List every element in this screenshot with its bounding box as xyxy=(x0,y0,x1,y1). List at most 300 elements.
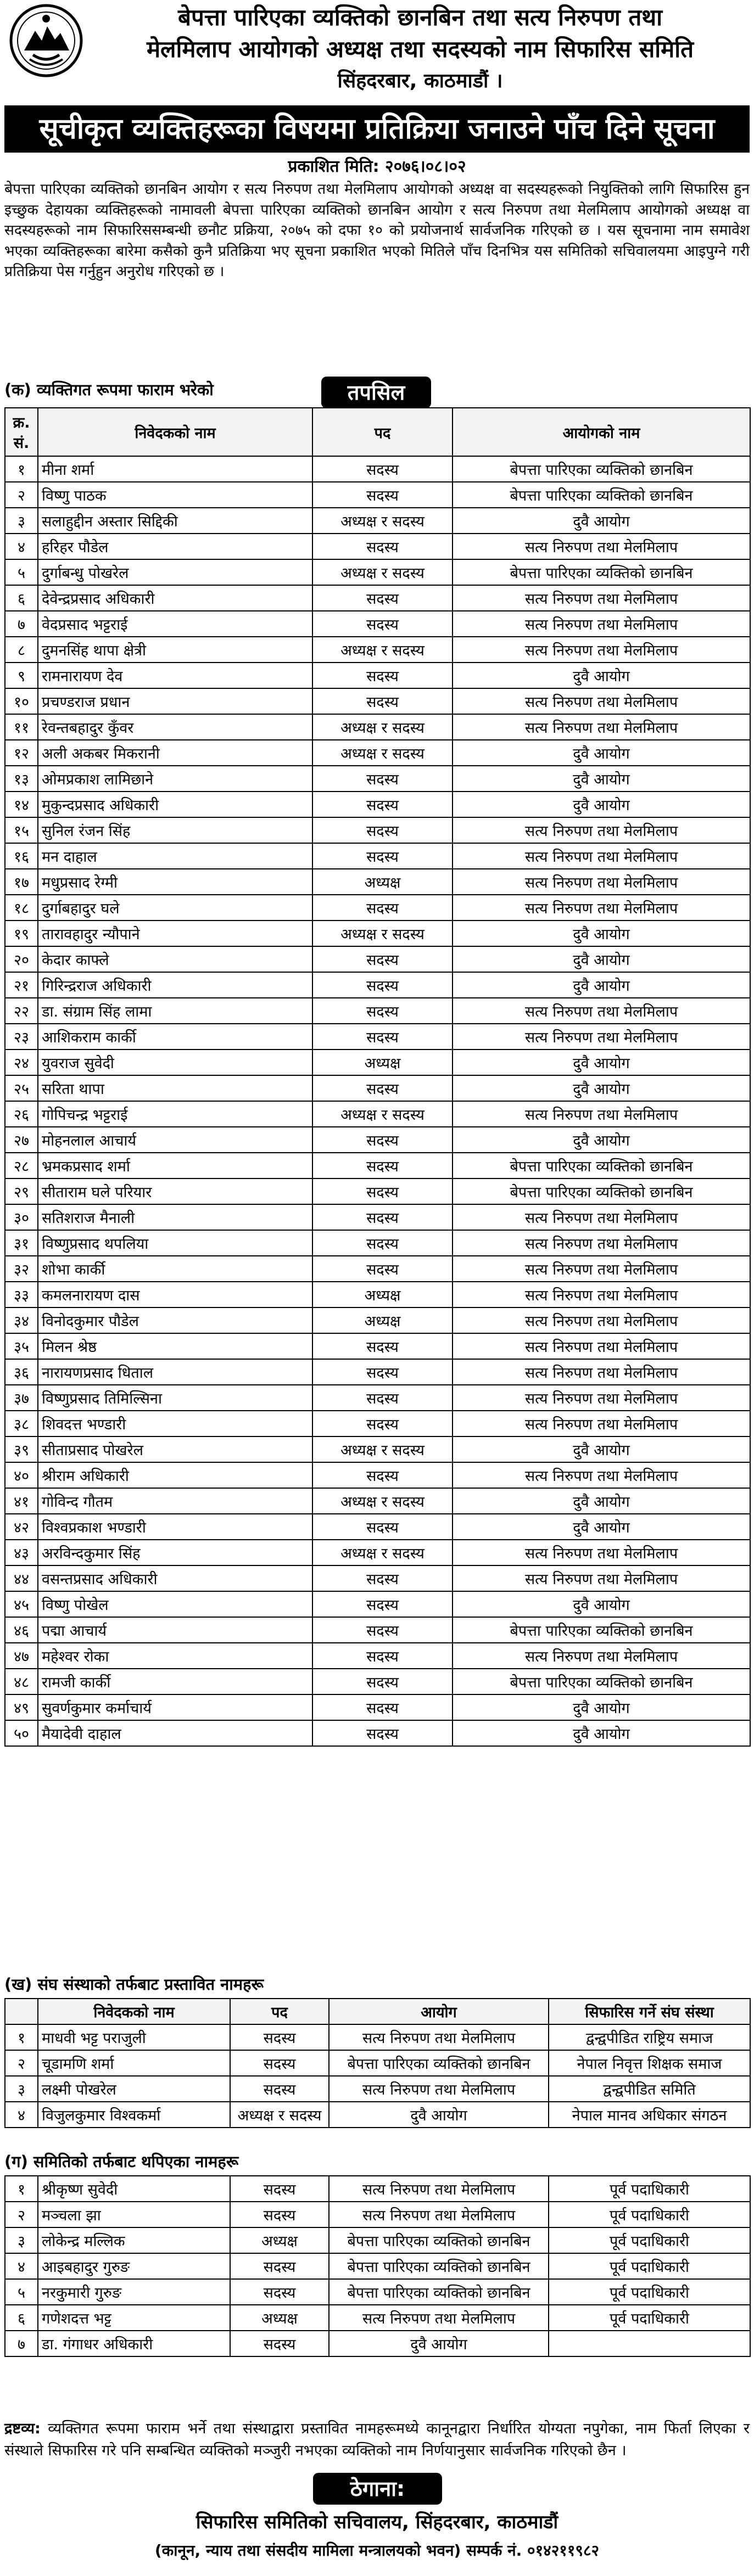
table-cell: सत्य निरुपण तथा मेलमिलाप xyxy=(453,869,750,895)
table-cell: गोपिचन्द्र भट्टराई xyxy=(38,1101,312,1127)
table-row xyxy=(5,1307,750,1333)
table-cell: मीना शर्मा xyxy=(38,456,312,482)
table-cell: ३९ xyxy=(5,1436,38,1462)
note-paragraph xyxy=(4,2418,750,2462)
table-cell: ६ xyxy=(5,2305,38,2331)
table-cell: ४६ xyxy=(5,1617,38,1643)
table-cell: बेपत्ता पारिएका व्यक्तिको छानबिन xyxy=(329,2253,549,2279)
table-cell: ४८ xyxy=(5,1669,38,1694)
table-cell: सदस्य xyxy=(312,1591,453,1617)
table-cell: हरिहर पौडेल xyxy=(38,534,312,559)
table-row xyxy=(5,946,750,972)
address-line-1: सिफारिस समितिको सचिवालय, सिंहदरबार, काठमाडौं xyxy=(196,2511,558,2533)
applicants-table xyxy=(4,407,751,1747)
table-cell: ३८ xyxy=(5,1411,38,1436)
table-cell: सदस्य xyxy=(312,663,453,688)
table-cell xyxy=(549,2331,750,2356)
table-cell: ४ xyxy=(5,534,38,559)
column-header: निवेदकको नाम xyxy=(38,408,312,456)
table-cell: सदस्य xyxy=(312,792,453,817)
table-cell: दुवै आयोग xyxy=(453,508,750,534)
table-cell: नेपाल निवृत्त शिक्षक समाज xyxy=(549,2050,750,2076)
table-cell: सदस्य xyxy=(230,2331,329,2356)
table-cell: सदस्य xyxy=(312,585,453,611)
table-cell: मधुप्रसाद रेग्मी xyxy=(38,869,312,895)
table-cell: २४ xyxy=(5,1050,38,1075)
table-cell: सीताप्रसाद पोखरेल xyxy=(38,1436,312,1462)
table-cell: ४१ xyxy=(5,1488,38,1514)
table-cell: अध्यक्ष xyxy=(312,1282,453,1307)
table-cell: चूडामणि शर्मा xyxy=(38,2050,230,2076)
table-cell: बेपत्ता पारिएका व्यक्तिको छानबिन xyxy=(329,2227,549,2253)
table-cell: ३६ xyxy=(5,1359,38,1385)
table-cell: अध्यक्ष xyxy=(230,2305,329,2331)
table-cell: सदस्य xyxy=(312,1075,453,1101)
table-cell: सदस्य xyxy=(312,1127,453,1153)
table-row xyxy=(5,1127,750,1153)
table-cell: अध्यक्ष र सदस्य xyxy=(312,637,453,663)
table-row xyxy=(5,921,750,946)
table-cell: सत्य निरुपण तथा मेलमिलाप xyxy=(453,1333,750,1359)
table-cell: विश्वप्रकाश भण्डारी xyxy=(38,1514,312,1540)
table-cell: दुर्गाबन्धु पोखरेल xyxy=(38,559,312,585)
table-cell: सदस्य xyxy=(312,1720,453,1746)
table-cell: रामजी कार्की xyxy=(38,1669,312,1694)
table-cell: अध्यक्ष xyxy=(230,2227,329,2253)
table-cell: केदार काफ्ले xyxy=(38,946,312,972)
table-row xyxy=(5,2227,750,2253)
table-row xyxy=(5,559,750,585)
table-row xyxy=(5,1643,750,1669)
table-cell: विजुलकुमार विश्वकर्मा xyxy=(38,2102,230,2128)
table-cell: दुवै आयोग xyxy=(453,1488,750,1514)
table-cell: दुवै आयोग xyxy=(453,946,750,972)
table-cell: सदस्य xyxy=(312,1178,453,1204)
table-cell: सत्य निरुपण तथा मेलमिलाप xyxy=(329,2305,549,2331)
table-cell: सत्य निरुपण तथा मेलमिलाप xyxy=(453,585,750,611)
table-cell: महेश्वर रोका xyxy=(38,1643,312,1669)
table-cell: सदस्य xyxy=(312,1230,453,1256)
table-cell: १८ xyxy=(5,895,38,921)
table-cell: वसन्तप्रसाद अधिकारी xyxy=(38,1565,312,1591)
table-cell: दुवै आयोग xyxy=(453,766,750,792)
column-header: निवेदकको नाम xyxy=(38,1999,230,2024)
table-header-row xyxy=(5,408,750,456)
table-cell: देवेन्द्रप्रसाद अधिकारी xyxy=(38,585,312,611)
table-cell: पद्मा आचार्य xyxy=(38,1617,312,1643)
table-cell: दुवै आयोग xyxy=(453,1591,750,1617)
table-row xyxy=(5,1359,750,1385)
table-cell: अध्यक्ष र सदस्य xyxy=(230,2102,329,2128)
table-cell: सदस्य xyxy=(230,2176,329,2202)
table-cell: २३ xyxy=(5,1024,38,1050)
table-cell: २७ xyxy=(5,1127,38,1153)
table-cell: तारावहादुर न्यौपाने xyxy=(38,921,312,946)
table-cell: सत्य निरुपण तथा मेलमिलाप xyxy=(329,2024,549,2050)
table-cell: सुवर्णकुमार कर्माचार्य xyxy=(38,1694,312,1720)
table-cell: द्वन्द्वपीडित राष्ट्रिय समाज xyxy=(549,2024,750,2050)
table-cell: सदस्य xyxy=(312,1643,453,1669)
table-cell: २९ xyxy=(5,1178,38,1204)
table-row xyxy=(5,1204,750,1230)
table-cell: अध्यक्ष र सदस्य xyxy=(312,559,453,585)
address-line-2: (कानून, न्याय तथा संसदीय मामिला मन्त्रालयको भवन) सम्पर्क नं. ०१४२११९८२ xyxy=(154,2541,600,2560)
table-cell: श्रीकृष्ण सुवेदी xyxy=(38,2176,230,2202)
table-cell: रामनारायण देव xyxy=(38,663,312,688)
table-cell: ३२ xyxy=(5,1256,38,1282)
table-cell: दुवै आयोग xyxy=(329,2102,549,2128)
table-row xyxy=(5,585,750,611)
table-cell: सदस्य xyxy=(312,611,453,637)
table-cell: सत्य निरुपण तथा मेलमिलाप xyxy=(453,688,750,714)
table-cell: २८ xyxy=(5,1153,38,1178)
table-row xyxy=(5,2102,750,2128)
table-cell: ३ xyxy=(5,508,38,534)
table-cell: सत्य निरुपण तथा मेलमिलाप xyxy=(453,1385,750,1411)
table-cell: सदस्य xyxy=(312,998,453,1024)
table-cell: पूर्व पदाधिकारी xyxy=(549,2202,750,2227)
table-row xyxy=(5,740,750,766)
table-cell: ११ xyxy=(5,714,38,740)
table-cell: ३३ xyxy=(5,1282,38,1307)
organization-nominees-table xyxy=(4,1998,751,2128)
table-row xyxy=(5,843,750,869)
table-cell: सत्य निरुपण तथा मेलमिलाप xyxy=(453,1230,750,1256)
table-cell: १९ xyxy=(5,921,38,946)
table-row xyxy=(5,2024,750,2050)
table-cell: सत्य निरुपण तथा मेलमिलाप xyxy=(453,1256,750,1282)
table-cell: विनोदकुमार पौडेल xyxy=(38,1307,312,1333)
table-cell: सदस्य xyxy=(312,1256,453,1282)
note-text: व्यक्तिगत रूपमा फाराम भर्ने तथा संस्थाद्वारा प्रस्तावित नामहरूमध्ये कानूनद्वारा निर्धारित योग्यता नपुगेका, नाम फिर्ता लिएका र संस्थाले सिफारिस गरे पनि सम्बन्धित व्यक्तिको मञ्जुरी नभएका व्यक्तिको नाम निर्णयानुसार सार्वजनिक गरिएको छैन । xyxy=(4,2420,750,2459)
table-cell: नेपाल मानव अधिकार संगठन xyxy=(549,2102,750,2128)
table-cell: दुवै आयोग xyxy=(453,1694,750,1720)
table-cell: विष्णु पोखेल xyxy=(38,1591,312,1617)
table-cell: सदस्य xyxy=(312,1024,453,1050)
table-cell: सत्य निरुपण तथा मेलमिलाप xyxy=(453,1204,750,1230)
table-cell: २ xyxy=(5,2202,38,2227)
table-cell: माधवी भट्ट पराजुली xyxy=(38,2024,230,2050)
table-cell: बेपत्ता पारिएका व्यक्तिको छानबिन xyxy=(453,1669,750,1694)
table-cell: बेपत्ता पारिएका व्यक्तिको छानबिन xyxy=(453,1617,750,1643)
table-row xyxy=(5,688,750,714)
table-cell: बेपत्ता पारिएका व्यक्तिको छानबिन xyxy=(453,482,750,508)
table-cell: दुवै आयोग xyxy=(453,792,750,817)
column-header: आयोगको नाम xyxy=(453,408,750,456)
table-cell: २१ xyxy=(5,972,38,998)
table-cell: बेपत्ता पारिएका व्यक्तिको छानबिन xyxy=(453,456,750,482)
table-row xyxy=(5,766,750,792)
table-cell: सुनिल रंजन सिंह xyxy=(38,817,312,843)
table-row xyxy=(5,1591,750,1617)
column-header: पद xyxy=(230,1999,329,2024)
table-row xyxy=(5,663,750,688)
table-cell: सदस्य xyxy=(312,1617,453,1643)
table-cell: पूर्व पदाधिकारी xyxy=(549,2305,750,2331)
table-cell: सीताराम घले परियार xyxy=(38,1178,312,1204)
table-row xyxy=(5,1024,750,1050)
table-cell: १६ xyxy=(5,843,38,869)
table-cell: ४३ xyxy=(5,1540,38,1565)
table-cell: अध्यक्ष र सदस्य xyxy=(312,1101,453,1127)
table-cell: सदस्य xyxy=(312,456,453,482)
section-kha-label: (ख) संघ संस्थाको तर्फबाट प्रस्तावित नामहरू xyxy=(4,1975,264,1994)
table-cell: सत्य निरुपण तथा मेलमिलाप xyxy=(329,2202,549,2227)
table-cell: ४ xyxy=(5,2253,38,2279)
table-row xyxy=(5,714,750,740)
table-row xyxy=(5,456,750,482)
nepal-emblem-icon xyxy=(8,2,85,79)
column-header: क्र. सं. xyxy=(5,408,38,456)
table-cell: सदस्य xyxy=(230,2050,329,2076)
table-cell: भ्रमकप्रसाद शर्मा xyxy=(38,1153,312,1178)
table-cell: अली अकबर मिकरानी xyxy=(38,740,312,766)
note-label: द्रष्टव्य: xyxy=(4,2420,41,2437)
table-cell: अरविन्दकुमार सिंह xyxy=(38,1540,312,1565)
table-cell: ४४ xyxy=(5,1565,38,1591)
table-cell: ४० xyxy=(5,1462,38,1488)
table-cell: २ xyxy=(5,2050,38,2076)
table-cell: श्रीराम अधिकारी xyxy=(38,1462,312,1488)
table-cell: दुवै आयोग xyxy=(453,1514,750,1540)
table-cell: सत्य निरुपण तथा मेलमिलाप xyxy=(453,1359,750,1385)
table-cell: सत्य निरुपण तथा मेलमिलाप xyxy=(453,1024,750,1050)
table-cell: सदस्य xyxy=(312,1462,453,1488)
table-row xyxy=(5,1514,750,1540)
table-cell: ५ xyxy=(5,2279,38,2305)
table-cell: सदस्य xyxy=(312,817,453,843)
table-row xyxy=(5,482,750,508)
table-row xyxy=(5,1617,750,1643)
table-row xyxy=(5,1333,750,1359)
table-cell: अध्यक्ष र सदस्य xyxy=(312,1436,453,1462)
table-cell: सदस्य xyxy=(312,1694,453,1720)
table-cell: सत्य निरुपण तथा मेलमिलाप xyxy=(453,1307,750,1333)
table-cell: सत्य निरुपण तथा मेलमिलाप xyxy=(453,843,750,869)
table-cell: सदस्य xyxy=(312,1204,453,1230)
table-cell: सत्य निरुपण तथा मेलमिलाप xyxy=(329,2176,549,2202)
table-cell: सत्य निरुपण तथा मेलमिलाप xyxy=(453,1565,750,1591)
table-cell: सत्य निरुपण तथा मेलमिलाप xyxy=(453,817,750,843)
table-cell: पूर्व पदाधिकारी xyxy=(549,2227,750,2253)
table-cell: १५ xyxy=(5,817,38,843)
section-ka-label: (क) व्यक्तिगत रूपमा फाराम भरेको xyxy=(4,380,214,399)
column-header: पद xyxy=(312,408,453,456)
table-cell: १३ xyxy=(5,766,38,792)
table-cell: १ xyxy=(5,456,38,482)
table-cell: ओमप्रकाश लामिछाने xyxy=(38,766,312,792)
table-row xyxy=(5,2331,750,2356)
table-cell: सदस्य xyxy=(312,1385,453,1411)
table-cell: अध्यक्ष xyxy=(312,1050,453,1075)
table-cell: अध्यक्ष xyxy=(312,1307,453,1333)
table-cell: पूर्व पदाधिकारी xyxy=(549,2279,750,2305)
table-row xyxy=(5,998,750,1024)
table-row xyxy=(5,1153,750,1178)
table-cell: मञ्चला झा xyxy=(38,2202,230,2227)
table-cell: सदस्य xyxy=(230,2024,329,2050)
table-cell: सत्य निरुपण तथा मेलमिलाप xyxy=(453,1411,750,1436)
table-cell: सदस्य xyxy=(312,1333,453,1359)
table-row xyxy=(5,2202,750,2227)
table-row xyxy=(5,1540,750,1565)
table-cell: अध्यक्ष र सदस्य xyxy=(312,1488,453,1514)
table-cell: दुवै आयोग xyxy=(453,663,750,688)
table-cell: बेपत्ता पारिएका व्यक्तिको छानबिन xyxy=(453,559,750,585)
table-cell: गणेशदत्त भट्ट xyxy=(38,2305,230,2331)
table-row xyxy=(5,1488,750,1514)
table-cell: कमलनारायण दास xyxy=(38,1282,312,1307)
table-cell: सदस्य xyxy=(230,2202,329,2227)
table-row xyxy=(5,2076,750,2102)
table-cell: बेपत्ता पारिएका व्यक्तिको छानबिन xyxy=(453,1178,750,1204)
table-cell: द्वन्द्वपीडित समिति xyxy=(549,2076,750,2102)
table-row xyxy=(5,1075,750,1101)
table-cell: दुवै आयोग xyxy=(453,1127,750,1153)
table-cell: २ xyxy=(5,482,38,508)
table-cell: सरिता थापा xyxy=(38,1075,312,1101)
table-cell: मन दाहाल xyxy=(38,843,312,869)
table-row xyxy=(5,1050,750,1075)
table-cell: सत्य निरुपण तथा मेलमिलाप xyxy=(453,1462,750,1488)
table-row xyxy=(5,611,750,637)
table-row xyxy=(5,1436,750,1462)
table-row xyxy=(5,817,750,843)
table-cell: २० xyxy=(5,946,38,972)
column-header: सिफारिस गर्ने संघ संस्था xyxy=(549,1999,750,2024)
table-row xyxy=(5,1385,750,1411)
table-cell: दुवै आयोग xyxy=(453,921,750,946)
table-cell: १ xyxy=(5,2176,38,2202)
table-cell: अध्यक्ष र सदस्य xyxy=(312,740,453,766)
table-cell: विष्णुप्रसाद थपलिया xyxy=(38,1230,312,1256)
table-cell: सदस्य xyxy=(312,1514,453,1540)
table-cell: सत्य निरुपण तथा मेलमिलाप xyxy=(453,1540,750,1565)
intro-paragraph: बेपत्ता पारिएका व्यक्तिको छानबिन आयोग र सत्य निरुपण तथा मेलमिलाप आयोगको अध्यक्ष वा सदस्यहरूको नियुक्तिको लागि सिफारिस हुन इच्छुक देहायका व्यक्तिहरूको नामावली बेपत्ता पारिएका व्यक्तिको छानबिन आयोग र सत्य निरुपण तथा मेलमिलाप आयोगको अध्यक्ष वा सदस्यहरूको नाम सिफारिससम्बन्धी छनौट प्रक्रिया, २०७५ को दफा १० को प्रयोजनार्थ सार्वजनिक गरिएको छ । यस सूचनामा नाम समावेश भएका व्यक्तिहरूका बारेमा कसैको कुनै प्रतिक्रिया भए सूचना प्रकाशित भएको मितिले पाँच दिनभित्र यस समितिको सचिवालयमा आइपुग्ने गरी प्रतिक्रिया पेस गर्नुहुन अनुरोध गरिएको छ । xyxy=(4,181,750,280)
table-cell: सत्य निरुपण तथा मेलमिलाप xyxy=(453,998,750,1024)
table-cell: सतिशराज मैनाली xyxy=(38,1204,312,1230)
table-row xyxy=(5,2050,750,2076)
table-row xyxy=(5,1230,750,1256)
table-row xyxy=(5,1565,750,1591)
table-cell: ४ xyxy=(5,2102,38,2128)
table-row xyxy=(5,508,750,534)
table-row xyxy=(5,1178,750,1204)
table-row xyxy=(5,1411,750,1436)
table-cell: ७ xyxy=(5,611,38,637)
table-cell: २६ xyxy=(5,1101,38,1127)
table-cell: मैयादेवी दाहाल xyxy=(38,1720,312,1746)
table-cell: सदस्य xyxy=(312,688,453,714)
published-date: प्रकाशित मिति: २०७६।०८।०२ xyxy=(288,157,466,176)
table-cell: ३५ xyxy=(5,1333,38,1359)
table-cell: सदस्य xyxy=(312,482,453,508)
table-cell: सदस्य xyxy=(312,946,453,972)
table-cell: दुवै आयोग xyxy=(453,972,750,998)
table-cell: दुवै आयोग xyxy=(453,1050,750,1075)
table-cell: अध्यक्ष र सदस्य xyxy=(312,714,453,740)
table-cell: शोभा कार्की xyxy=(38,1256,312,1282)
table-cell: सत्य निरुपण तथा मेलमिलाप xyxy=(453,611,750,637)
table-cell: ६ xyxy=(5,585,38,611)
table-cell: अध्यक्ष र सदस्य xyxy=(312,1540,453,1565)
table-cell: सदस्य xyxy=(312,1359,453,1385)
header-line-2: मेलमिलाप आयोगको अध्यक्ष तथा सदस्यको नाम सिफारिस समिति xyxy=(146,36,694,63)
table-cell: सत्य निरुपण तथा मेलमिलाप xyxy=(453,895,750,921)
table-row xyxy=(5,2305,750,2331)
table-cell: मिलन श्रेष्ठ xyxy=(38,1333,312,1359)
table-cell: दुर्गाबहादुर घले xyxy=(38,895,312,921)
table-cell: गोविन्द गौतम xyxy=(38,1488,312,1514)
table-row xyxy=(5,1282,750,1307)
table-row xyxy=(5,1720,750,1746)
table-cell: सत्य निरुपण तथा मेलमिलाप xyxy=(453,637,750,663)
table-cell: आइबहादुर गुरुङ xyxy=(38,2253,230,2279)
table-row xyxy=(5,1462,750,1488)
table-cell: ३७ xyxy=(5,1385,38,1411)
table-row xyxy=(5,869,750,895)
table-cell: सदस्य xyxy=(312,534,453,559)
table-cell: अध्यक्ष र सदस्य xyxy=(312,508,453,534)
table-row xyxy=(5,1101,750,1127)
table-row xyxy=(5,972,750,998)
table-cell: सदस्य xyxy=(312,1565,453,1591)
committee-added-table xyxy=(4,2175,751,2357)
table-row xyxy=(5,895,750,921)
table-cell: सदस्य xyxy=(312,972,453,998)
table-row xyxy=(5,1669,750,1694)
table-cell: १४ xyxy=(5,792,38,817)
table-cell: बेपत्ता पारिएका व्यक्तिको छानबिन xyxy=(453,1153,750,1178)
section-ga-label: (ग) समितिको तर्फबाट थपिएका नामहरू xyxy=(4,2152,239,2171)
table-cell: पूर्व पदाधिकारी xyxy=(549,2253,750,2279)
table-row xyxy=(5,1694,750,1720)
notice-banner: सूचीकृत व्यक्तिहरूका विषयमा प्रतिक्रिया जनाउने पाँच दिने सूचना xyxy=(4,105,750,153)
table-row xyxy=(5,792,750,817)
table-cell: सदस्य xyxy=(312,766,453,792)
tapsil-badge: तपसिल xyxy=(321,377,431,408)
table-row xyxy=(5,534,750,559)
table-cell: शिवदत्त भण्डारी xyxy=(38,1411,312,1436)
table-cell: १ xyxy=(5,2024,38,2050)
table-cell: नरकुमारी गुरुङ xyxy=(38,2279,230,2305)
table-cell: बेपत्ता पारिएका व्यक्तिको छानबिन xyxy=(329,2050,549,2076)
table-cell: अध्यक्ष र सदस्य xyxy=(312,921,453,946)
table-cell: सलाहुद्दीन अस्तार सिद्दिकी xyxy=(38,508,312,534)
table-cell: दुवै आयोग xyxy=(453,740,750,766)
table-cell: सदस्य xyxy=(312,1411,453,1436)
table-cell: युवराज सुवेदी xyxy=(38,1050,312,1075)
table-row xyxy=(5,1256,750,1282)
table-cell: ७ xyxy=(5,2331,38,2356)
table-cell: सदस्य xyxy=(230,2253,329,2279)
table-cell: अध्यक्ष xyxy=(312,869,453,895)
table-cell: २२ xyxy=(5,998,38,1024)
table-cell: ४२ xyxy=(5,1514,38,1540)
table-cell: ३ xyxy=(5,2076,38,2102)
table-cell: सदस्य xyxy=(312,895,453,921)
table-cell: सदस्य xyxy=(312,1153,453,1178)
table-cell: सत्य निरुपण तथा मेलमिलाप xyxy=(453,1643,750,1669)
table-cell: सत्य निरुपण तथा मेलमिलाप xyxy=(453,714,750,740)
table-cell: सत्य निरुपण तथा मेलमिलाप xyxy=(453,1282,750,1307)
table-cell: ४७ xyxy=(5,1643,38,1669)
table-cell: वेदप्रसाद भट्टराई xyxy=(38,611,312,637)
table-row xyxy=(5,637,750,663)
address-title: ठेगाना: xyxy=(313,2473,442,2505)
table-cell: रेवन्तबहादुर कुँवर xyxy=(38,714,312,740)
table-cell: ८ xyxy=(5,637,38,663)
